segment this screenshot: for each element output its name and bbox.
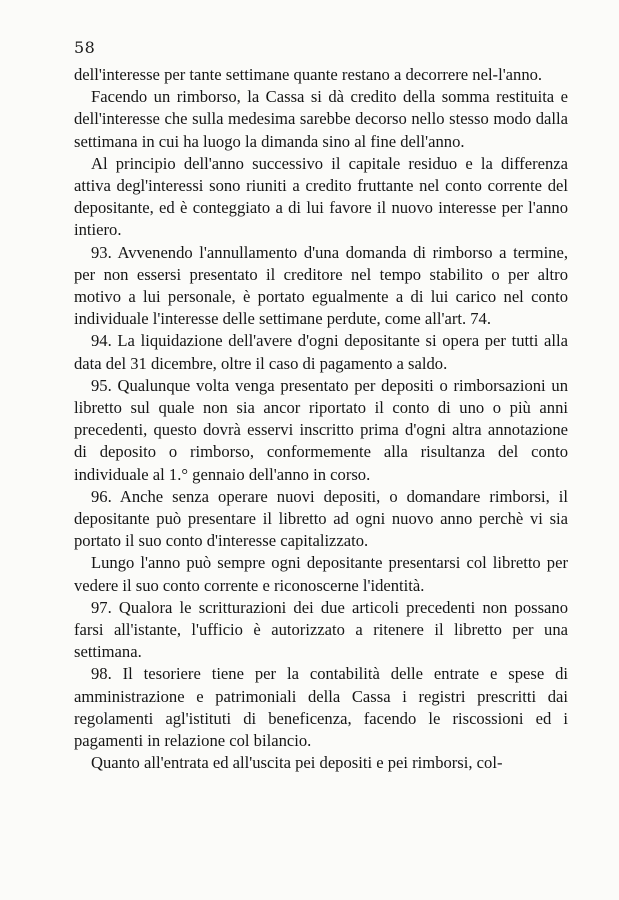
- page-number: 58: [74, 38, 96, 57]
- article-94: 94. La liquidazione dell'avere d'ogni depositante si opera per tutti alla data del 31 dicembre, oltre il caso di pagamento a saldo.: [74, 331, 568, 373]
- body-text: [74, 64, 568, 775]
- paragraph: Lungo l'anno può sempre ogni depositante presentarsi col libretto per vedere il suo conto corrente e riconoscerne l'identità.: [74, 553, 568, 595]
- paragraph: dell'interesse per tante settimane quante restano a decorrere nel-l'anno.: [74, 65, 543, 84]
- article-98: 98. Il tesoriere tiene per la contabilità delle entrate e spese di amministrazione e patrimoniali della Cassa i registri prescritti dai regolamenti agl'istituti di beneficenza, facendo le riscossioni ed i pagamenti in relazione col bilancio.: [74, 664, 568, 751]
- article-95: 95. Qualunque volta venga presentato per depositi o rimborsazioni un libretto sul quale non sia ancor riportato il conto di uno o più anni precedenti, questo dovrà esservi inscritto prima d'ogni altra annotazione di deposito o rimborso, conformemente alla risultanza del conto individuale al 1.° gennaio dell'anno in corso.: [74, 375, 568, 484]
- paragraph: Quanto all'entrata ed all'uscita pei depositi e pei rimborsi, col-: [91, 753, 503, 773]
- paragraph: Al principio dell'anno successivo il capitale residuo e la differenza attiva degl'interessi sono riuniti a credito fruttante nel conto corrente del depositante, ed è conteggiato a di lui favore il nuovo interesse per l'anno intiero.: [74, 153, 568, 240]
- paragraph: Facendo un rimborso, la Cassa si dà credito della somma restituita e dell'interesse che sulla medesima sarebbe decorso nello stesso modo dalla settimana in cui ha luogo la dimanda sino al fine dell'anno.: [74, 87, 568, 151]
- article-97: 97. Qualora le scritturazioni dei due articoli precedenti non possano farsi all'istante, l'ufficio è autorizzato a ritenere il libretto per una settimana.: [74, 597, 568, 662]
- article-96: 96. Anche senza operare nuovi depositi, o domandare rimborsi, il depositante può presentare il libretto ad ogni nuovo anno perchè vi sia portato il suo conto d'interesse capitalizzato.: [74, 486, 568, 551]
- article-93: 93. Avvenendo l'annullamento d'una domanda di rimborso a termine, per non essersi presentato il creditore nel tempo stabilito o per altro motivo a lui personale, è portato egualmente a di lui carico nel conto individuale l'interesse delle settimane perdute, come all'art. 74.: [74, 242, 568, 329]
